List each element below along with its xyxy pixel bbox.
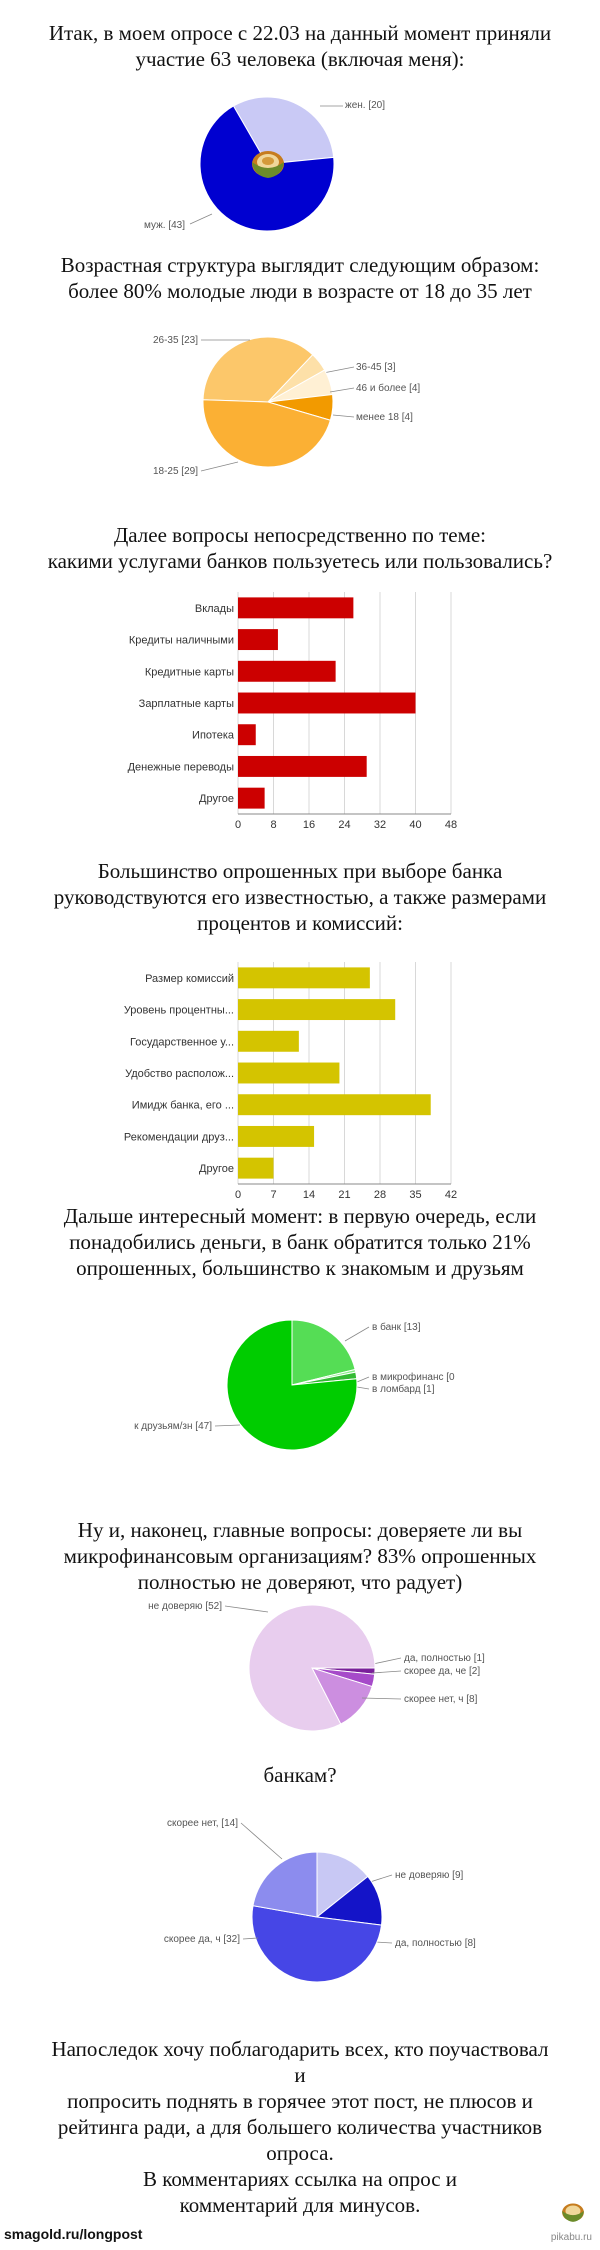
category-label: Уровень процентны... <box>123 1004 234 1017</box>
bar <box>238 1031 299 1052</box>
slice-label: да, полностью [8] <box>395 1938 476 1949</box>
slice-label: менее 18 [4] <box>356 412 413 423</box>
leader-line <box>190 214 212 224</box>
heading-line: и <box>294 2063 306 2087</box>
bar <box>238 1158 274 1179</box>
heading-bank-choice <box>0 858 600 936</box>
bar <box>238 999 395 1020</box>
slice-label: жен. [20] <box>345 100 386 111</box>
heading-line: какими услугами банков пользуетесь или пользовались? <box>47 549 553 573</box>
bar <box>238 724 256 745</box>
category-label: Государственное у... <box>129 1036 234 1049</box>
leader-line <box>201 462 238 471</box>
heading-line: более 80% молодые люди в возрасте от 18 до 35 лет <box>68 279 532 303</box>
slice-label: не доверяю [52] <box>148 1601 222 1612</box>
x-tick-label: 35 <box>409 1189 422 1201</box>
category-label: Кредиты наличными <box>128 634 234 647</box>
x-tick-label: 14 <box>302 1189 316 1201</box>
gender-pie-chart <box>0 82 600 282</box>
slice-label: в микрофинанс [0 <box>372 1372 455 1383</box>
x-tick-label: 40 <box>409 819 422 831</box>
heading-mfo-trust <box>0 1517 600 1595</box>
pie-slice <box>253 1852 317 1917</box>
bar <box>238 1094 431 1115</box>
x-tick-label: 28 <box>373 1189 387 1201</box>
slice-label: в банк [13] <box>372 1322 421 1333</box>
bar <box>238 756 367 777</box>
heading-thanks <box>0 2036 600 2218</box>
slice-label: 18-25 [29] <box>152 466 198 477</box>
money-pie-chart <box>0 1285 600 1505</box>
x-tick-label: 0 <box>234 1189 242 1201</box>
heading-line: Дальше интересный момент: в первую очередь, если <box>63 1204 537 1228</box>
heading-money-need <box>0 1203 600 1281</box>
bar <box>238 967 370 988</box>
category-label: Кредитные карты <box>144 666 234 679</box>
bank-trust-pie-chart <box>0 1810 600 2010</box>
leader-line <box>362 1698 401 1699</box>
heading-line: полностью не доверяют, что радует) <box>137 1570 463 1594</box>
bar <box>238 1063 339 1084</box>
category-label: Другое <box>199 793 234 806</box>
x-tick-label: 8 <box>270 819 277 831</box>
heading-line: Ну и, наконец, главные вопросы: доверяете ли вы <box>77 1518 523 1542</box>
services-bar-chart <box>0 580 600 840</box>
slice-label: в ломбард [1] <box>372 1384 435 1395</box>
bar <box>238 597 353 618</box>
x-tick-label: 32 <box>373 819 387 831</box>
category-label: Денежные переводы <box>127 761 234 774</box>
slice-label: 36-45 [3] <box>356 362 396 373</box>
heading-participants <box>0 20 600 72</box>
acorn-image <box>246 140 290 184</box>
leader-line <box>373 1658 401 1664</box>
heading-line: процентов и комиссий: <box>197 911 403 935</box>
x-tick-label: 42 <box>444 1189 458 1201</box>
bar <box>238 1126 314 1147</box>
heading-line: Большинство опрошенных при выборе банка <box>97 859 503 883</box>
mfo-trust-pie-chart <box>0 1598 600 1788</box>
category-label: Рекомендации друз... <box>123 1131 234 1144</box>
heading-bank-services <box>0 522 600 574</box>
slice-label: скорее да, ч [32] <box>163 1934 240 1945</box>
x-tick-label: 21 <box>338 1189 351 1201</box>
heading-line: попросить поднять в горячее этот пост, не плюсов и <box>67 2089 533 2113</box>
leader-line <box>372 1671 401 1673</box>
x-tick-label: 0 <box>234 819 242 831</box>
leader-line <box>333 415 354 417</box>
x-tick-label: 48 <box>444 819 458 831</box>
heading-line: В комментариях ссылка на опрос и <box>142 2167 458 2191</box>
leader-line <box>357 1387 369 1389</box>
category-label: Зарплатные карты <box>138 698 234 710</box>
slice-label: муж. [43] <box>143 220 185 231</box>
heading-line: комментарий для минусов. <box>179 2193 421 2217</box>
heading-line: руководствуются его известностью, а также размерами <box>53 885 547 909</box>
leader-line <box>241 1823 282 1859</box>
bar <box>238 629 278 650</box>
slice-label: 26-35 [23] <box>152 335 198 346</box>
category-label: Размер комиссий <box>145 972 234 985</box>
category-label: Вклады <box>194 602 234 615</box>
category-label: Удобство располож... <box>125 1068 234 1080</box>
leader-line <box>370 1875 392 1882</box>
bar <box>238 788 265 809</box>
watermark: pikabu.ru <box>550 2232 592 2243</box>
heading-line: понадобились деньги, в банк обратится только 21% <box>69 1230 531 1254</box>
heading-line: опроса. <box>266 2141 334 2165</box>
category-label: Другое <box>199 1163 234 1176</box>
heading-line: Напоследок хочу поблагодарить всех, кто поучаствовал <box>51 2037 549 2061</box>
slice-label: скорее нет, ч [8] <box>404 1694 478 1705</box>
slice-label: скорее да, че [2] <box>404 1666 481 1677</box>
age-pie-chart <box>0 322 600 522</box>
x-tick-label: 7 <box>270 1189 277 1201</box>
slice-label: 46 и более [4] <box>356 383 421 394</box>
heading-line: Итак, в моем опросе с 22.03 на данный момент приняли <box>48 21 552 45</box>
leader-line <box>330 388 354 392</box>
slice-label: да, полностью [1] <box>404 1653 485 1664</box>
bar <box>238 661 336 682</box>
category-label: Имидж банка, его ... <box>131 1099 234 1112</box>
leader-line <box>357 1377 369 1382</box>
leader-line <box>345 1327 369 1341</box>
slice-label: скорее нет, [14] <box>167 1818 238 1829</box>
slice-label: к друзьям/зн [47] <box>134 1421 212 1432</box>
criteria-bar-chart <box>0 950 600 1210</box>
category-label: Ипотека <box>192 729 234 742</box>
heading-line: микрофинансовым организациям? 83% опрошенных <box>63 1544 537 1568</box>
heading-line: банкам? <box>263 1763 337 1787</box>
footer-source[interactable]: smagold.ru/longpost <box>4 2226 143 2242</box>
heading-line: опрошенных, большинство к знакомым и друзьям <box>76 1256 524 1280</box>
x-tick-label: 16 <box>302 819 316 831</box>
heading-line: рейтинга ради, а для большего количества участников <box>57 2115 543 2139</box>
leader-line <box>225 1606 268 1612</box>
leader-line <box>215 1425 240 1426</box>
acorn-image-footer <box>558 2196 588 2226</box>
slice-label: не доверяю [9] <box>395 1870 464 1881</box>
x-tick-label: 24 <box>338 819 351 831</box>
heading-line: Далее вопросы непосредственно по теме: <box>113 523 487 547</box>
heading-line: Возрастная структура выглядит следующим образом: <box>60 253 540 277</box>
heading-line: участие 63 человека (включая меня): <box>135 47 465 71</box>
bar <box>238 693 416 714</box>
